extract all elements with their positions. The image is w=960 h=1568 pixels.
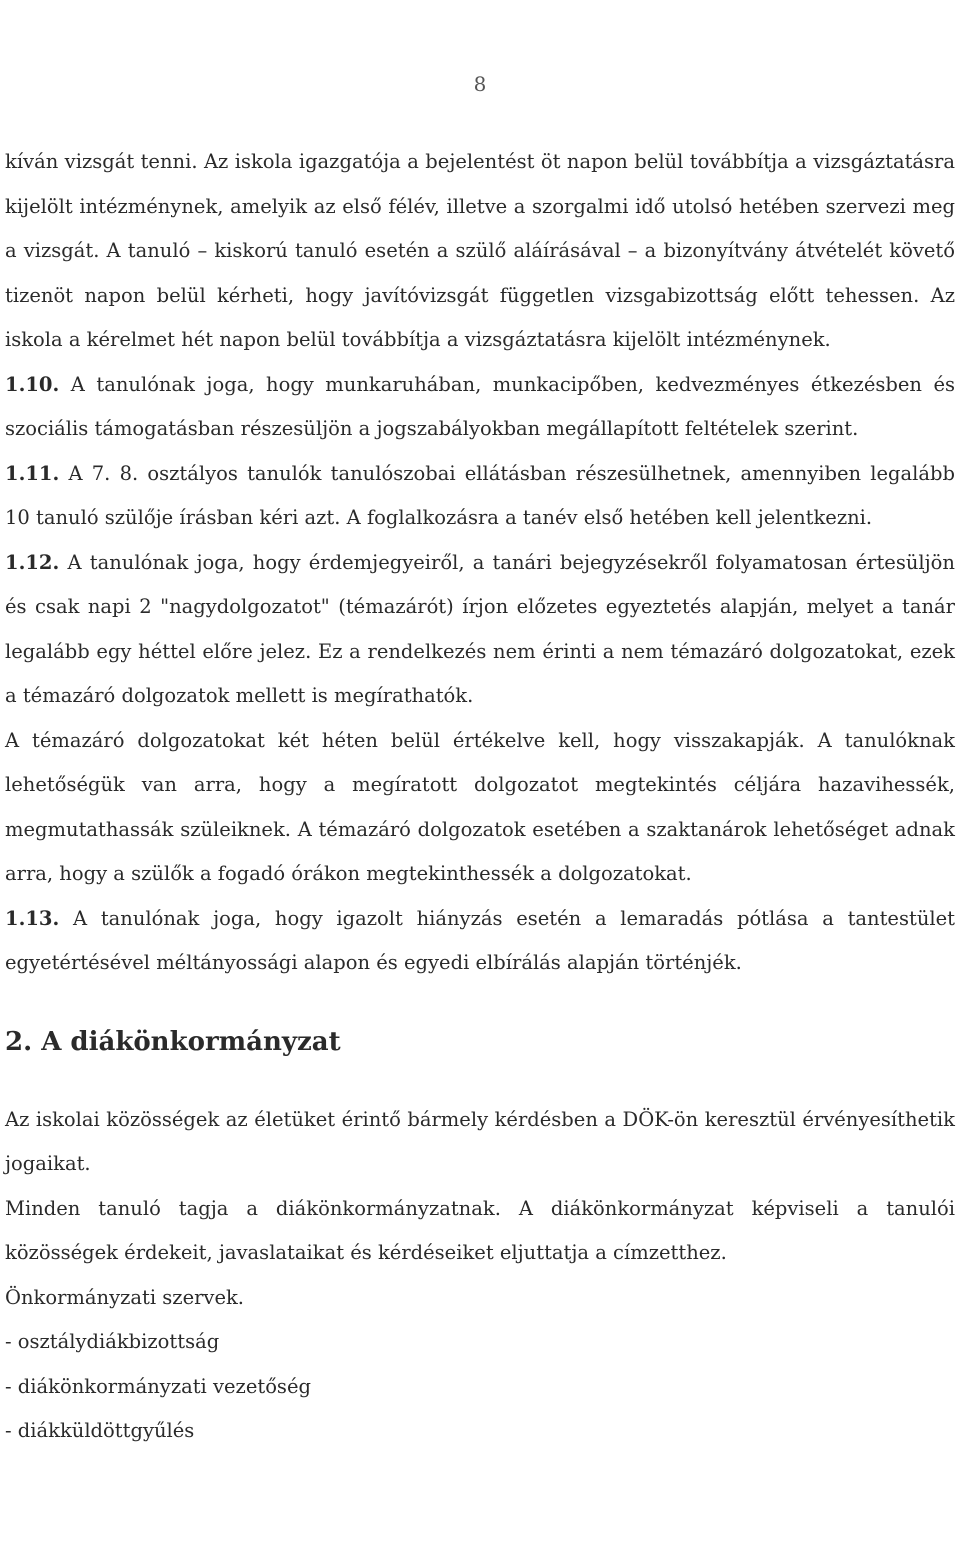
paragraph-1-11-text: A 7. 8. osztályos tanulók tanulószobai ellátásban részesülhetnek, amennyiben legalább 10 tanuló szülője írásban kéri azt. A foglalkozásra a tanév első hetében kell jelentkezni. (5, 461, 955, 529)
paragraph-1-12-continued: A témazáró dolgozatokat két héten belül értékelve kell, hogy visszakapják. A tanulóknak lehetőségük van arra, hogy a megíratott dolgozatot megtekintés céljára hazavihessék, megmutathassák szüleiknek. A témazáró dolgozatok esetében a szaktanárok lehetőséget adnak arra, hogy a szülők a fogadó órákon megtekinthessék a dolgozatokat. (5, 728, 955, 885)
paragraph-1-12 (5, 541, 955, 719)
list-item-body: - osztálydiákbizottság (5, 1330, 220, 1353)
section-number-1-13: 1.13. (5, 906, 60, 930)
document-body (5, 140, 955, 1454)
page-number: 8 (473, 72, 487, 96)
paragraph-1-13 (5, 897, 955, 986)
paragraph-1-12-text: A tanulónak joga, hogy érdemjegyeiről, a tanári bejegyzésekről folyamatosan értesüljön és csak napi 2 "nagydolgozatot" (témazárót) írjon előzetes egyeztetés alapján, melyet a tanár legalább egy héttel előre jelez. Ez a rendelkezés nem érinti a nem témazáró dolgozatokat, ezek a témazáró dolgozatok mellett is megírathatók. (5, 550, 955, 707)
section-number-1-10: 1.10. (5, 372, 60, 396)
section-number-1-12: 1.12. (5, 550, 60, 574)
paragraph-intro: kíván vizsgát tenni. Az iskola igazgatója a bejelentést öt napon belül továbbítja a vizsgáztatásra kijelölt intézménynek, amelyik az első félév, illetve a szorgalmi idő utolsó hetében szervezi meg a vizsgát. A tanuló – kiskorú tanuló esetén a szülő aláírásával – a bizonyítvány átvételét követő tizenöt napon belül kérheti, hogy javítóvizsgát független vizsgabizottság előtt tehessen. Az iskola a kérelmet hét napon belül továbbítja a vizsgáztatásra kijelölt intézménynek. (5, 150, 955, 351)
paragraph-dok-membership: Minden tanuló tagja a diákönkormányzatnak. A diákönkormányzat képviseli a tanulói közösségek érdekeit, javaslataikat és kérdéseiket eljuttatja a címzetthez. (5, 1196, 955, 1264)
paragraph-1-13-text: A tanulónak joga, hogy igazolt hiányzás esetén a lemaradás pótlása a tantestület egyetértésével méltányossági alapon és egyedi elbírálás alapján történjék. (5, 906, 955, 974)
paragraph-bodies-intro: Önkormányzati szervek. (5, 1285, 244, 1309)
list-item-body: - diákönkormányzati vezetőség (5, 1374, 311, 1398)
paragraph-1-11 (5, 452, 955, 541)
list-item-body: - diákküldöttgyűlés (5, 1419, 195, 1442)
paragraph-dok-rights: Az iskolai közösségek az életüket érintő bármely kérdésben a DÖK-ön keresztül érvényesíthetik jogaikat. (5, 1107, 955, 1175)
section-number-1-11: 1.11. (5, 461, 60, 485)
paragraph-1-10 (5, 363, 955, 452)
paragraph-1-10-text: A tanulónak joga, hogy munkaruhában, munkacipőben, kedvezményes étkezésben és szociális támogatásban részesüljön a jogszabályokban megállapított feltételek szerint. (5, 372, 955, 440)
section-heading-diakonkormanyzat: 2. A diákönkormányzat (5, 1026, 341, 1057)
